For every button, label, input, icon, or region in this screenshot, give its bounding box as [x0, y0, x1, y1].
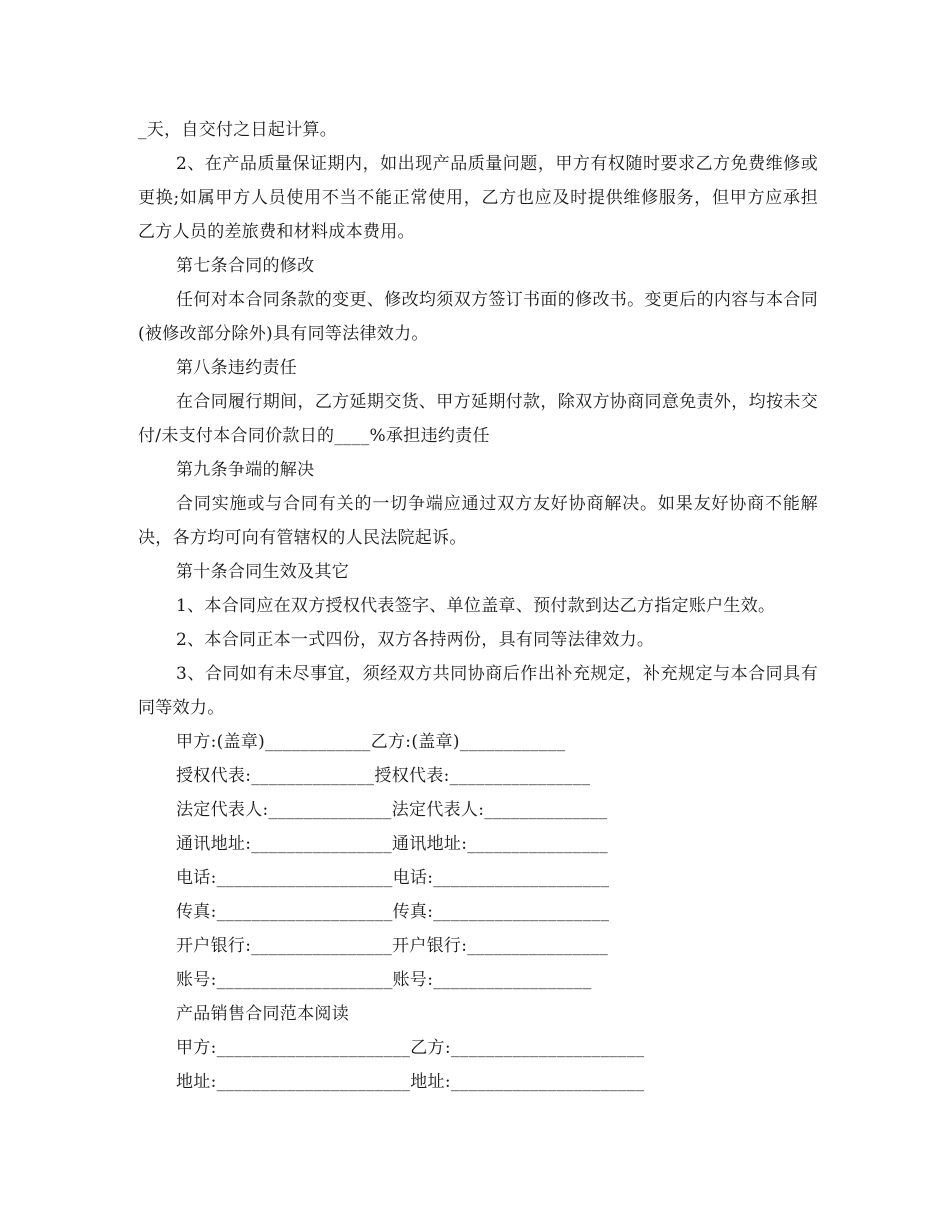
- signature-line-phone: 电话:____________________电话:____________________: [176, 868, 610, 888]
- signature-line-party: 甲方:(盖章)____________乙方:(盖章)____________: [176, 732, 566, 752]
- paragraph-1: _天，自交付之日起计算。: [138, 120, 338, 140]
- paragraph-warranty-2: 2、在产品质量保证期内，如出现产品质量问题，甲方有权随时要求乙方免费维修或更换;如属甲方人员使用不当不能正常使用，乙方也应及时提供维修服务，但甲方应承担乙方人员的差旅费和材料成本费用。: [138, 154, 818, 242]
- section-title-sample: 产品销售合同范本阅读: [176, 1004, 349, 1024]
- paragraph-article-7: 任何对本合同条款的变更、修改均须双方签订书面的修改书。变更后的内容与本合同(被修改部分除外)具有同等法律效力。: [138, 290, 818, 344]
- heading-article-8: 第八条违约责任: [176, 358, 298, 378]
- signature-line-account: 账号:____________________账号:__________________: [176, 970, 592, 990]
- document-body: [138, 113, 818, 1099]
- paragraph-article-10-2: 2、本合同正本一式四份，双方各持两份，具有同等法律效力。: [176, 630, 655, 650]
- signature-line-address: 通讯地址:________________通讯地址:________________: [176, 834, 609, 854]
- heading-article-7: 第七条合同的修改: [176, 256, 315, 276]
- signature-line-bank: 开户银行:________________开户银行:________________: [176, 936, 609, 956]
- signature-line-legal-rep: 法定代表人:______________法定代表人:______________: [176, 800, 608, 820]
- heading-article-9: 第九条争端的解决: [176, 460, 315, 480]
- sample-line-address: 地址:______________________地址:______________________: [176, 1072, 645, 1092]
- heading-article-10: 第十条合同生效及其它: [176, 562, 349, 582]
- signature-line-representative: 授权代表:______________授权代表:________________: [176, 766, 591, 786]
- paragraph-article-10-1: 1、本合同应在双方授权代表签字、单位盖章、预付款到达乙方指定账户生效。: [176, 596, 776, 616]
- signature-line-fax: 传真:____________________传真:____________________: [176, 902, 610, 922]
- paragraph-article-8: 在合同履行期间，乙方延期交货、甲方延期付款，除双方协商同意免责外，均按未交付/未支付本合同价款日的____%承担违约责任: [138, 392, 818, 446]
- paragraph-article-10-3: 3、合同如有未尽事宜，须经双方共同协商后作出补充规定，补充规定与本合同具有同等效力。: [138, 664, 818, 718]
- paragraph-article-9: 合同实施或与合同有关的一切争端应通过双方友好协商解决。如果友好协商不能解决，各方均可向有管辖权的人民法院起诉。: [138, 494, 818, 548]
- sample-line-party: 甲方:______________________乙方:______________________: [176, 1038, 645, 1058]
